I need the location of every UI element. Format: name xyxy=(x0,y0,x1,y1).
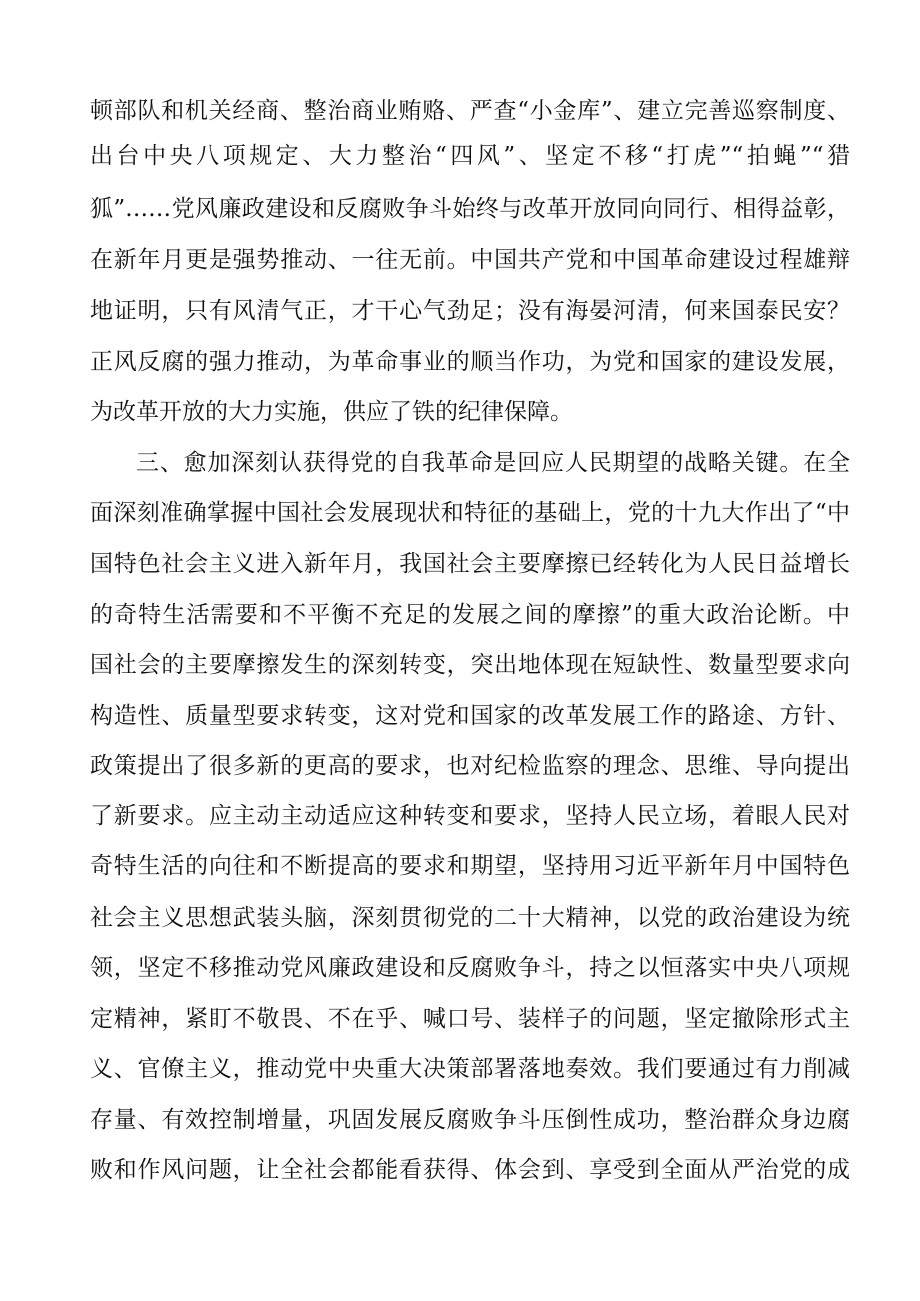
text-line: 顿部队和机关经商、整治商业贿赂、严查“小金库”、建立完善巡察制度、 xyxy=(90,98,850,124)
text-line: 奇特生活的向往和不断提高的要求和期望，坚持用习近平新年月中国特色 xyxy=(90,853,850,879)
text-line: 政策提出了很多新的更高的要求，也对纪检监察的理念、思维、导向提出 xyxy=(90,753,850,779)
text-line: 为改革开放的大力实施，供应了铁的纪律保障。 xyxy=(90,399,573,425)
text-line: 国特色社会主义进入新年月，我国社会主要摩擦已经转化为人民日益增长 xyxy=(90,551,850,577)
text-line: 了新要求。应主动主动适应这种转变和要求，坚持人民立场，着眼人民对 xyxy=(90,803,850,829)
text-line: 存量、有效控制增量，巩固发展反腐败争斗压倒性成功，整治群众身边腐 xyxy=(90,1107,850,1133)
text-line: 定精神，紧盯不敬畏、不在乎、喊口号、装样子的问题，坚定撤除形式主 xyxy=(90,1006,850,1032)
section-heading-line: 三、愈加深刻认获得党的自我革命是回应人民期望的战略关键。在全 xyxy=(136,450,850,476)
text-line: 在新年月更是强势推动、一往无前。中国共产党和中国革命建设过程雄辩 xyxy=(90,247,850,273)
text-line: 构造性、质量型要求转变，这对党和国家的改革发展工作的路途、方针、 xyxy=(90,703,850,729)
text-line: 狐”……党风廉政建设和反腐败争斗始终与改革开放同向同行、相得益彰， xyxy=(90,196,850,222)
text-line: 领，坚定不移推动党风廉政建设和反腐败争斗，持之以恒落实中央八项规 xyxy=(90,955,850,981)
text-line: 义、官僚主义，推动党中央重大决策部署落地奏效。我们要通过有力削减 xyxy=(90,1056,850,1082)
text-line: 地证明，只有风清气正，才干心气劲足；没有海晏河清，何来国泰民安？ xyxy=(90,298,850,324)
text-line: 出台中央八项规定、大力整治“四风”、坚定不移“打虎”“拍蝇”“猎 xyxy=(90,143,850,169)
text-line: 国社会的主要摩擦发生的深刻转变，突出地体现在短缺性、数量型要求向 xyxy=(90,652,850,678)
text-line: 败和作风问题，让全社会都能看获得、体会到、享受到全面从严治党的成 xyxy=(90,1157,850,1183)
text-line: 的奇特生活需要和不平衡不充足的发展之间的摩擦”的重大政治论断。中 xyxy=(90,602,850,628)
text-line: 面深刻准确掌握中国社会发展现状和特征的基础上，党的十九大作出了“中 xyxy=(90,500,850,526)
text-line: 社会主义思想武装头脑，深刻贯彻党的二十大精神，以党的政治建设为统 xyxy=(90,905,850,931)
text-line: 正风反腐的强力推动，为革命事业的顺当作功，为党和国家的建设发展， xyxy=(90,349,850,375)
